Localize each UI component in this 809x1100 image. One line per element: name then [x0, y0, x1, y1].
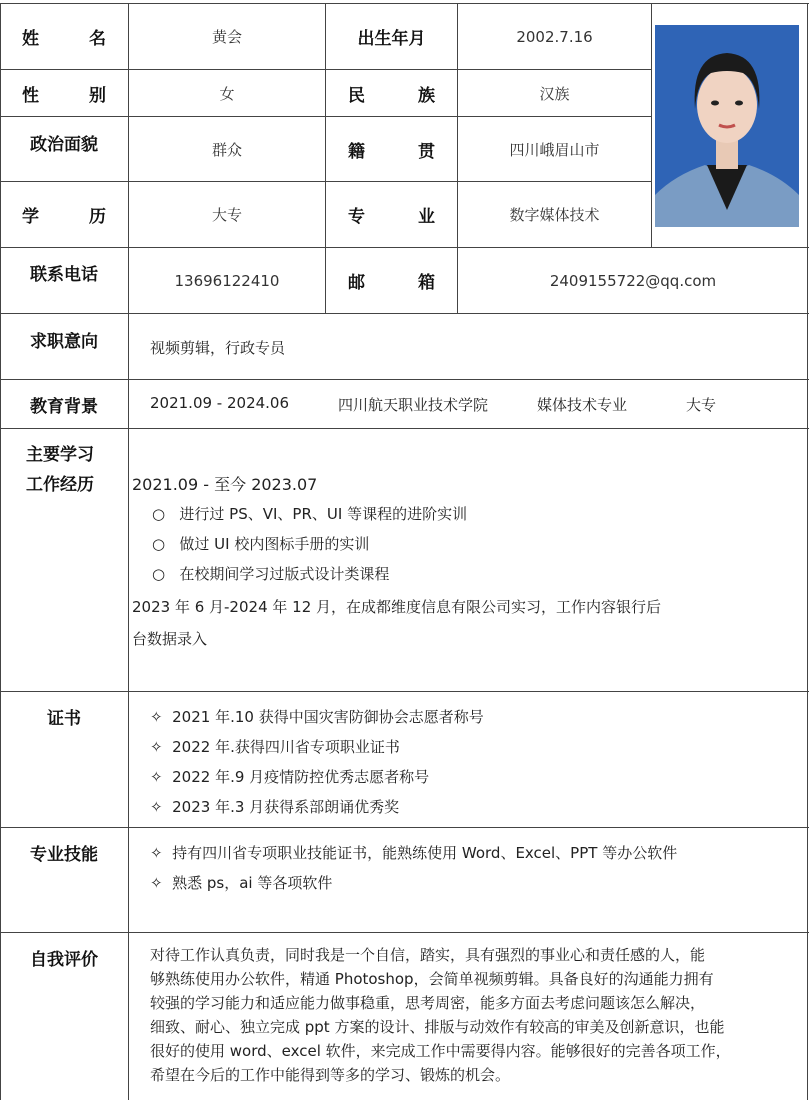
self-evaluation-text	[150, 943, 800, 1087]
person-portrait-icon	[655, 25, 799, 227]
label-name-char2: 名	[89, 29, 106, 49]
certificate-item	[150, 706, 484, 727]
certificate-item	[150, 766, 429, 787]
label-gender-char1: 性	[22, 85, 39, 106]
skill-item	[150, 842, 677, 863]
experience-item-text: 在校期间学习过版式设计类课程	[179, 565, 390, 583]
edu-major: 媒体技术专业	[537, 396, 628, 414]
experience-item-text: 做过 UI 校内图标手册的实训	[179, 535, 370, 553]
value-ethnicity: 汉族	[539, 84, 570, 103]
value-education-level: 大专	[211, 206, 242, 224]
label-native	[326, 117, 457, 181]
label-self-evaluation: 自我评价	[30, 949, 98, 970]
self-eval-line: 细致、耐心、独立完成 ppt 方案的设计、排版与动效作有较高的审美及创新意识，也能	[150, 1018, 725, 1036]
edu-period: 2021.09 - 2024.06	[150, 394, 290, 412]
label-major	[326, 182, 457, 247]
self-eval-line: 较强的学习能力和适应能力做事稳重，思考周密，能多方面去考虑问题该怎么解决，	[150, 994, 706, 1012]
diamond-bullet-icon: ✧	[150, 738, 163, 756]
value-politics: 群众	[211, 140, 242, 159]
experience-item-text: 进行过 PS、VI、PR、UI 等课程的进阶实训	[179, 505, 468, 523]
experience-period: 2021.09 - 至今 2023.07	[132, 475, 318, 494]
label-native-char2: 贯	[418, 141, 435, 162]
label-experience-line1: 主要学习	[26, 445, 94, 465]
label-edu-char2: 历	[89, 207, 106, 227]
circle-bullet-icon: ○	[152, 565, 166, 583]
label-major-char1: 专	[348, 207, 365, 227]
value-phone: 13696122410	[174, 271, 280, 290]
label-edu-char1: 学	[22, 207, 39, 227]
label-ethnicity-char1: 民	[348, 85, 365, 106]
edu-level: 大专	[686, 396, 717, 414]
label-education-background: 教育背景	[30, 396, 98, 417]
circle-bullet-icon: ○	[152, 505, 166, 523]
self-eval-line: 很好的使用 word、excel 软件，来完成工作中需要得内容。能够很好的完善各项工作，	[150, 1042, 731, 1060]
label-politics: 政治面貌	[30, 134, 98, 155]
label-native-char1: 籍	[348, 141, 365, 162]
label-certificates: 证书	[47, 708, 81, 729]
skill-item	[150, 872, 332, 893]
label-skills: 专业技能	[30, 844, 98, 865]
experience-item	[152, 533, 369, 554]
profile-photo	[655, 25, 799, 227]
label-name	[0, 4, 128, 69]
edu-school: 四川航天职业技术学院	[338, 396, 489, 414]
label-experience	[26, 440, 94, 500]
skill-text: 持有四川省专项职业技能证书，能熟练使用 Word、Excel、PPT 等办公软件	[172, 844, 678, 862]
diamond-bullet-icon: ✧	[150, 708, 163, 726]
diamond-bullet-icon: ✧	[150, 798, 163, 816]
skill-text: 熟悉 ps，ai 等各项软件	[172, 874, 333, 892]
diamond-bullet-icon: ✧	[150, 768, 163, 786]
certificate-text: 2022 年.9 月疫情防控优秀志愿者称号	[172, 768, 430, 786]
value-native: 四川峨眉山市	[509, 140, 600, 159]
value-intent: 视频剪辑，行政专员	[150, 339, 286, 357]
value-gender: 女	[219, 84, 235, 103]
circle-bullet-icon: ○	[152, 535, 166, 553]
self-eval-line: 够熟练使用办公软件，精通 Photoshop，会简单视频剪辑。具备良好的沟通能力拥有	[150, 970, 714, 988]
certificate-text: 2023 年.3 月获得系部朗诵优秀奖	[172, 798, 400, 816]
label-gender-char2: 别	[89, 85, 106, 106]
label-major-char2: 业	[418, 207, 435, 227]
self-eval-line: 希望在今后的工作中能得到等多的学习、锻炼的机会。	[150, 1066, 511, 1084]
internship-line1: 2023 年 6 月-2024 年 12 月，在成都维度信息有限公司实习，工作内容银行后	[132, 598, 662, 616]
value-birth: 2002.7.16	[516, 27, 593, 46]
label-ethnicity-char2: 族	[418, 85, 435, 106]
label-experience-line2: 工作经历	[26, 475, 94, 495]
label-intent: 求职意向	[30, 331, 98, 352]
value-major: 数字媒体技术	[509, 206, 600, 224]
label-birth: 出生年月	[357, 29, 426, 49]
certificate-item	[150, 736, 400, 757]
value-email: 2409155722@qq.com	[549, 271, 717, 290]
label-phone: 联系电话	[30, 264, 98, 285]
diamond-bullet-icon: ✧	[150, 844, 163, 862]
experience-item	[152, 563, 389, 584]
certificate-text: 2022 年.获得四川省专项职业证书	[172, 738, 400, 756]
label-email	[326, 248, 457, 313]
internship-line2: 台数据录入	[132, 630, 208, 648]
label-email-char2: 箱	[418, 273, 435, 293]
label-email-char1: 邮	[348, 273, 365, 293]
experience-item	[152, 503, 467, 524]
certificate-item	[150, 796, 399, 817]
diamond-bullet-icon: ✧	[150, 874, 163, 892]
certificate-text: 2021 年.10 获得中国灾害防御协会志愿者称号	[172, 708, 484, 726]
value-name: 黄会	[211, 28, 242, 46]
label-gender	[0, 70, 128, 116]
label-ethnicity	[326, 70, 457, 116]
label-education-level	[0, 182, 128, 247]
label-name-char1: 姓	[22, 29, 39, 49]
self-eval-line: 对待工作认真负责，同时我是一个自信，踏实，具有强烈的事业心和责任感的人，能	[150, 946, 706, 964]
